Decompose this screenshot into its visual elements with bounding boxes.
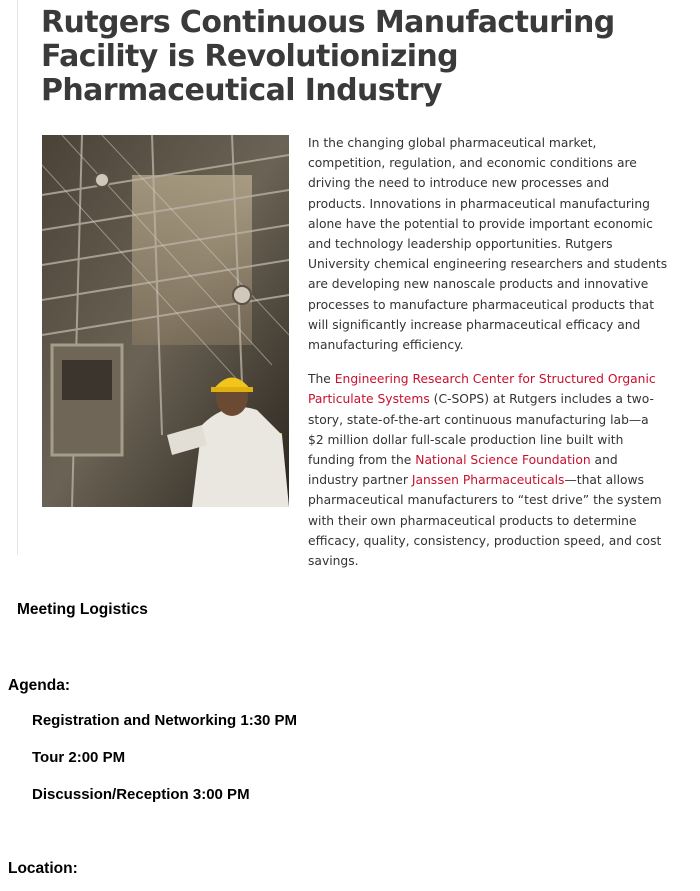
nsf-link[interactable]: National Science Foundation [415, 453, 591, 468]
janssen-link[interactable]: Janssen Pharmaceuticals [411, 473, 565, 488]
article-title: Rutgers Continuous Manufacturing Facility is Revolutionizing Pharmaceutical Industry [41, 5, 615, 108]
agenda-item-discussion: Discussion/Reception 3:00 PM [32, 786, 250, 803]
agenda-item-registration: Registration and Networking 1:30 PM [32, 712, 298, 729]
agenda-label: Agenda: [8, 677, 70, 694]
engineer-in-lab-photo-icon [42, 135, 289, 507]
paragraph-2-text: The [308, 372, 335, 387]
c-sops-link[interactable]: Engineering Research Center for Structured Organic Particulate Systems [308, 372, 656, 407]
article-body [308, 133, 668, 585]
article-photo [42, 135, 289, 507]
meeting-logistics-heading: Meeting Logistics [17, 601, 148, 618]
location-label: Location: [8, 860, 78, 877]
article-paragraph-1: In the changing global pharmaceutical market, competition, regulation, and economic conditions are driving the need to introduce new processes and products. Innovations in pharmaceutical manufacturing alone have the potential to provide important economic and technology leadership opportunities. Rutgers University chemical engineering researchers and students are developing new nanoscale products and innovative processes to manufacture pharmaceutical products that will significantly increase pharmaceutical efficacy and manufacturing efficiency. [308, 136, 668, 353]
article-section [17, 0, 678, 569]
paragraph-2-text: (C-SOPS) at Rutgers includes a two-story, state-of-the-art continuous manufacturing lab—a $2 million dollar full-scale production line built with funding from the [308, 392, 654, 468]
paragraph-2-text: —that allows pharmaceutical manufacturers to “test drive” the system with their own pharmaceutical products to determine efficacy, quality, consistency, production speed, and cost savings. [308, 473, 662, 569]
article-paragraph-2 [308, 369, 668, 571]
paragraph-2-text: and industry partner [308, 453, 618, 488]
agenda-item-tour: Tour 2:00 PM [32, 749, 126, 766]
